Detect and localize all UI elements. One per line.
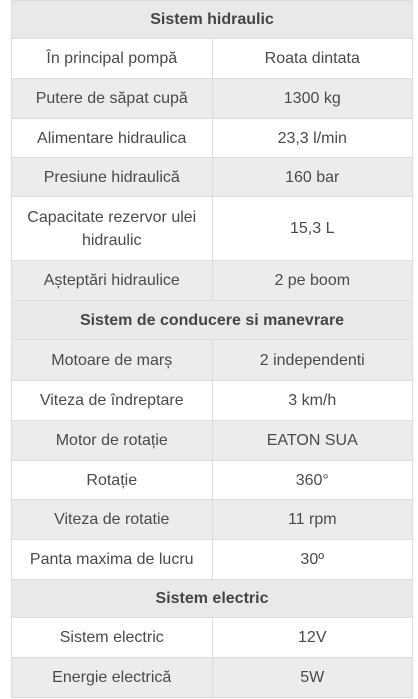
table-row <box>12 421 413 461</box>
section-header-electric <box>12 580 413 618</box>
table-row <box>12 197 413 261</box>
spec-label: Așteptări hidraulice <box>12 261 213 301</box>
spec-label: Viteza de rotatie <box>12 500 213 540</box>
spec-label: Motor de rotație <box>12 421 213 461</box>
section-title: Sistem electric <box>12 580 413 618</box>
section-title: Sistem hidraulic <box>12 1 413 39</box>
spec-label: Capacitate rezervor ulei hidraulic <box>12 197 213 261</box>
table-row <box>12 381 413 421</box>
table-row <box>12 119 413 158</box>
spec-label: Alimentare hidraulica <box>12 119 213 158</box>
spec-value: 3 km/h <box>212 381 413 421</box>
spec-value: 23,3 l/min <box>212 119 413 158</box>
spec-value: 2 independenti <box>212 340 413 381</box>
spec-value: EATON SUA <box>212 421 413 461</box>
spec-value: 12V <box>212 618 413 658</box>
section-header-hydraulic <box>12 1 413 39</box>
spec-label: În principal pompă <box>12 39 213 79</box>
table-row <box>12 658 413 698</box>
spec-value: 15,3 L <box>212 197 413 261</box>
table-row <box>12 500 413 540</box>
spec-label: Rotație <box>12 461 213 500</box>
spec-value: 160 bar <box>212 158 413 197</box>
table-row <box>12 79 413 119</box>
spec-value: 30º <box>212 540 413 580</box>
spec-label: Putere de săpat cupă <box>12 79 213 119</box>
table-row <box>12 461 413 500</box>
section-header-drive <box>12 301 413 340</box>
section-title: Sistem de conducere si manevrare <box>12 301 413 340</box>
spec-label: Energie electrică <box>12 658 213 698</box>
spec-value: 360° <box>212 461 413 500</box>
spec-label: Presiune hidraulică <box>12 158 213 197</box>
table-row <box>12 158 413 197</box>
spec-value: Roata dintata <box>212 39 413 79</box>
spec-label: Viteza de îndreptare <box>12 381 213 421</box>
spec-value: 1300 kg <box>212 79 413 119</box>
table-row <box>12 340 413 381</box>
spec-label: Panta maxima de lucru <box>12 540 213 580</box>
spec-table <box>11 0 413 698</box>
spec-label: Motoare de marș <box>12 340 213 381</box>
spec-value: 5W <box>212 658 413 698</box>
table-row <box>12 540 413 580</box>
table-row <box>12 261 413 301</box>
table-row <box>12 618 413 658</box>
spec-value: 2 pe boom <box>212 261 413 301</box>
spec-label: Sistem electric <box>12 618 213 658</box>
table-row <box>12 39 413 79</box>
spec-value: 11 rpm <box>212 500 413 540</box>
